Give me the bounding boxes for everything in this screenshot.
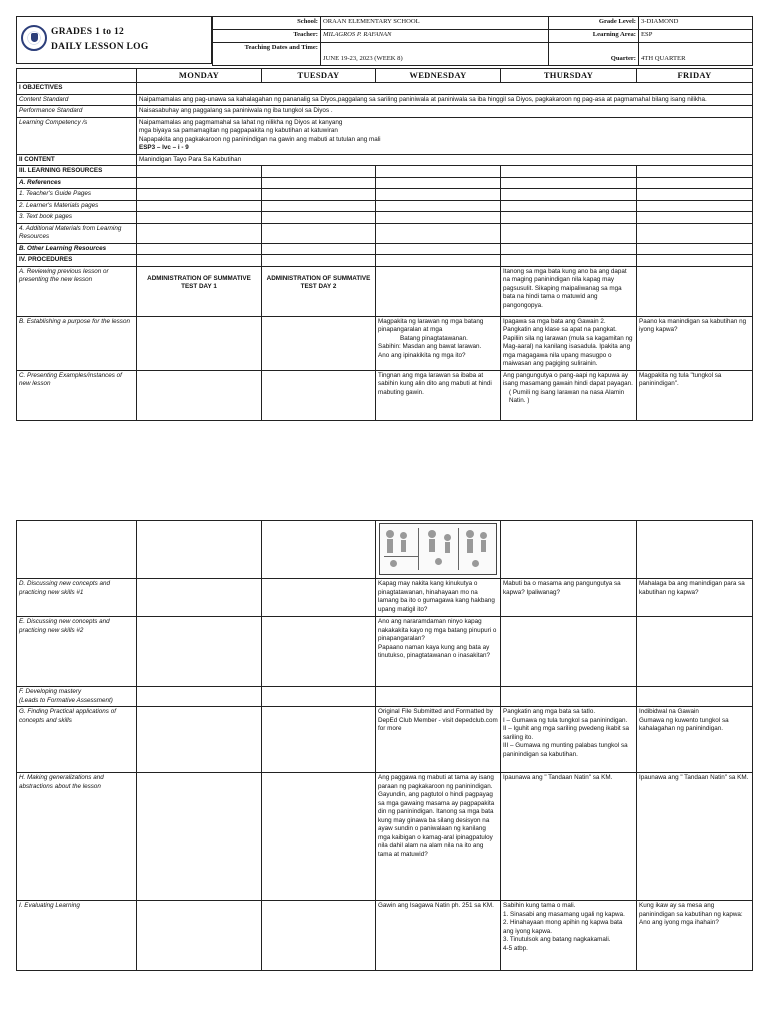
procedure-i-thu-line: Sabihin kung tama o mali. — [503, 902, 576, 909]
competency-line: Naipamamalas ang pagmamahal sa lahat ng nilikha ng Diyos at kanyang — [139, 118, 343, 126]
procedure-a-friday — [637, 266, 753, 316]
procedure-b-friday: Paano ka manindigan sa kabutihan ng iyong kapwa? — [637, 316, 753, 370]
procedure-i-thu-line: 2. Hinahayaan mong apihin ng kapwa bata ang iyong kapwa. — [503, 919, 623, 935]
procedure-b-thursday: Ipagawa sa mga bata ang Gawain 2. Pangkatin ang klase sa apat na pangkat. Papiliin sila ng larawan (mula sa kagamitan ng Mag-aaral) na kanilang isasadula. Ipakita ang mga magagawa nila upang masugpo o maiwasan ang pagiging sulirainin. — [501, 316, 637, 370]
procedure-e-wed-line: Papaano naman kaya kung ang bata ay tinutukso, pinagtatawanan o inasakitan? — [378, 643, 491, 659]
procedure-g-fri-line: Gumawa ng kuwento tungkol sa kahalagahan ng paninindigan. — [639, 716, 729, 732]
school-value: ORAAN ELEMENTARY SCHOOL — [321, 17, 549, 30]
procedure-g-label: G. Finding Practical applications of concepts and skills — [17, 707, 137, 773]
area-value: ESP — [639, 30, 753, 43]
procedure-b-wednesday — [376, 316, 501, 370]
competency-code: ESP3 – Ivc – i - 9 — [139, 144, 189, 152]
procedure-h-wednesday: Ang paggawa ng mabuti at tama ay isang paraan ng pagkakaroon ng paninindigan. Gayundin, ang pagtutol o hindi pagpayag sa mga gawaing masama ay pagpapakita din ng paninindigan. Itanong sa mga bata kung may ginawa ba silang desisyon na ayaw sundin o paniwalaan ng kanilang mga kaibigan o kamag-aral ipinagpatuloy nila dahil alam na alam nila na ito ang tama at matuwid? — [376, 773, 501, 901]
procedure-a-tuesday: ADMINISTRATION OF SUMMATIVE TEST DAY 2 — [262, 266, 376, 316]
header-title-line1: GRADES 1 to 12 — [51, 27, 125, 37]
performance-standard-label: Performance Standard — [17, 106, 137, 118]
procedure-a-monday: ADMINISTRATION OF SUMMATIVE TEST DAY 1 — [137, 266, 262, 316]
lm-pages-label: 2. Learner's Materials pages — [17, 200, 137, 212]
children-illustration — [379, 523, 497, 575]
objectives-heading: I OBJECTIVES — [17, 83, 137, 95]
procedure-i-friday — [637, 901, 753, 971]
procedure-c-wednesday: Tingnan ang mga larawan sa ibaba at sabihin kung alin dito ang mabuti at hindi mabuting gawin. — [376, 370, 501, 420]
header-logo-block — [16, 16, 212, 64]
procedure-g-wednesday: Original File Submitted and Formatted by DepEd Club Member - visit depedclub.com for more — [376, 707, 501, 773]
procedure-d-label: D. Discussing new concepts and practicing new skills #1 — [17, 579, 137, 617]
procedure-d-wednesday: Kapag may nakita kang kinukutya o pinagtatawanan, hinahayaan mo na lamang ba ito o gumagawa kang hakbang upang matigil ito? — [376, 579, 501, 617]
deped-seal-icon — [21, 25, 47, 51]
procedure-g-thu-line: II – Iguhit ang mga sariling pwedeng ikabit sa sariling ito. — [503, 725, 630, 741]
procedure-a-label: A. Reviewing previous lesson or presenting the new lesson — [17, 266, 137, 316]
procedure-c-thursday — [501, 370, 637, 420]
procedure-f-label-line: F. Developing mastery — [19, 688, 82, 695]
area-label: Learning Area: — [549, 30, 639, 43]
procedure-e-wednesday — [376, 617, 501, 687]
procedure-g-thursday — [501, 707, 637, 773]
quarter-label: Quarter: — [549, 43, 639, 66]
performance-standard-text: Naisasabuhay ang paggalang sa paniniwala ng iba tungkol sa Diyos . — [137, 106, 753, 118]
procedure-b-wed-line: Sabihin: Masdan ang bawat larawan. — [378, 343, 482, 351]
procedure-b-label: B. Establishing a purpose for the lesson — [17, 316, 137, 370]
lesson-log-table-page2 — [16, 520, 753, 971]
procedure-f-label-line: (Leads to Formative Assessment) — [19, 696, 113, 704]
procedure-i-thu-line: 3. Tinutulsok ang batang nagkakamali. — [503, 936, 611, 943]
procedure-e-wed-line: Ano ang nararamdaman ninyo kapag nakakakita kayo ng mga batang pinupuri o pinapangaralan? — [378, 618, 497, 642]
procedure-h-label: H. Making generalizations and abstractions about the lesson — [17, 773, 137, 901]
procedure-i-fri-line: Kung ikaw ay sa mesa ang paninindigan sa kabutihan ng kapwa: — [639, 902, 743, 918]
dates-label: Teaching Dates and Time: — [213, 43, 321, 66]
content-standard-text: Naipamamalas ang pag-unawa sa kahalagahan ng pananalig sa Diyos,paggalang sa sariling paniniwala at paniniwala sa iba hinggil sa Diyos, pagkakaroon ng pag-asa at pagmamahal bilang isang nilikha. — [137, 94, 753, 106]
corner-cell — [17, 69, 137, 83]
competency-line: Napapakita ang pagkakaroon ng paninindigan na gawin ang mabuti at tutulan ang mali — [139, 135, 381, 143]
procedure-i-thu-line: 4-5 atbp. — [503, 944, 528, 952]
procedure-b-wed-line: Ano ang ipinakikita ng mga ito? — [378, 351, 466, 359]
procedure-b-wed-line: Batang pinagtatawanan. — [400, 334, 468, 342]
procedure-c-thu-line: Ang pangungutya o pang-aapi ng kapuwa ay isang masamang gawain hindi dapat payagan. — [503, 371, 633, 388]
content-value: Manindigan Tayo Para Sa Kabutihan — [137, 154, 753, 166]
procedure-b-wed-line: Magpakita ng larawan ng mga batang pinapangaralan at mga — [378, 317, 484, 334]
teacher-value: MILAGROS P. RAFANAN — [321, 30, 549, 43]
procedure-c-label: C. Presenting Examples/instances of new lesson — [17, 370, 137, 420]
textbook-pages-label: 3. Text book pages — [17, 212, 137, 224]
procedure-g-thu-line: III – Gumawa ng munting palabas tungkol sa paninindigan sa kabutihan. — [503, 742, 628, 758]
procedure-i-label: I. Evaluating Learning — [17, 901, 137, 971]
grade-label: Grade Level: — [549, 17, 639, 30]
procedure-g-thu-line: I – Gumawa ng tula tungkol sa paninindigan. — [503, 716, 628, 724]
lesson-log-table-page1 — [16, 68, 753, 421]
procedure-d-thursday: Mabuti ba o masama ang pangungutya sa kapwa? Ipaliwanag? — [501, 579, 637, 617]
grade-value: 3-DIAMOND — [639, 17, 753, 30]
tg-pages-label: 1. Teacher's Guide Pages — [17, 189, 137, 201]
competency-label: Learning Competency /s — [17, 117, 137, 154]
procedure-i-thu-line: 1. Sinasabi ang masamang ugali ng kapwa. — [503, 910, 625, 918]
procedure-e-label: E. Discussing new concepts and practicing new skills #2 — [17, 617, 137, 687]
competency-line: mga biyaya sa pamamagitan ng pagpapakita ng kabutihan at katuwiran — [139, 127, 338, 135]
quarter-value: 4TH QUARTER — [639, 43, 753, 66]
procedure-f-label — [17, 687, 137, 707]
illustration-cell — [376, 521, 501, 579]
dates-value: JUNE 19-23, 2023 (WEEK 8) — [321, 43, 549, 66]
procedure-i-thursday — [501, 901, 637, 971]
competency-text — [137, 117, 753, 154]
additional-materials-label: 4. Additional Materials from Learning Resources — [17, 223, 137, 243]
procedure-a-wednesday — [376, 266, 501, 316]
day-wednesday: WEDNESDAY — [376, 69, 501, 83]
teacher-label: Teacher: — [213, 30, 321, 43]
day-friday: FRIDAY — [637, 69, 753, 83]
school-label: School: — [213, 17, 321, 30]
day-thursday: THURSDAY — [501, 69, 637, 83]
procedure-g-thu-line: Pangkatin ang mga bata sa tatlo. — [503, 708, 596, 715]
procedure-a-thursday: Itanong sa mga bata kung ano ba ang dapat na maging paninindigan nila kapag may pagsusulit. Sikaping maipaliwanag sa mga bata na hindi tama o matuwid ang pangongopya. — [501, 266, 637, 316]
header-title-line2: DAILY LESSON LOG — [51, 42, 149, 52]
procedure-g-friday — [637, 707, 753, 773]
references-label: A. References — [17, 177, 137, 189]
procedure-h-thursday: Ipaunawa ang " Tandaan Natin" sa KM. — [501, 773, 637, 901]
other-resources-label: B. Other Learning Resources — [17, 243, 137, 255]
day-monday: MONDAY — [137, 69, 262, 83]
procedure-c-thu-line: ( Pumili ng isang larawan na nasa Alamin Natin. ) — [509, 388, 625, 405]
procedure-c-friday: Magpakita ng tula "tungkol sa paninindigan". — [637, 370, 753, 420]
procedures-heading: IV. PROCEDURES — [17, 255, 137, 267]
procedure-d-friday: Mahalaga ba ang manindigan para sa kabutihan ng kapwa? — [637, 579, 753, 617]
procedure-g-fri-line: Indibidwal na Gawain — [639, 708, 699, 715]
content-standard-label: Content Standard — [17, 94, 137, 106]
day-tuesday: TUESDAY — [262, 69, 376, 83]
procedure-i-wednesday: Gawin ang Isagawa Natin ph. 251 sa KM. — [376, 901, 501, 971]
resources-heading: III. LEARNING RESOURCES — [17, 166, 137, 178]
header-info-table — [212, 16, 753, 66]
procedure-i-fri-line: Ano ang iyong mga ihahain? — [639, 919, 719, 926]
content-heading: II CONTENT — [17, 154, 137, 166]
procedure-h-friday: Ipaunawa ang " Tandaan Natin" sa KM. — [637, 773, 753, 901]
